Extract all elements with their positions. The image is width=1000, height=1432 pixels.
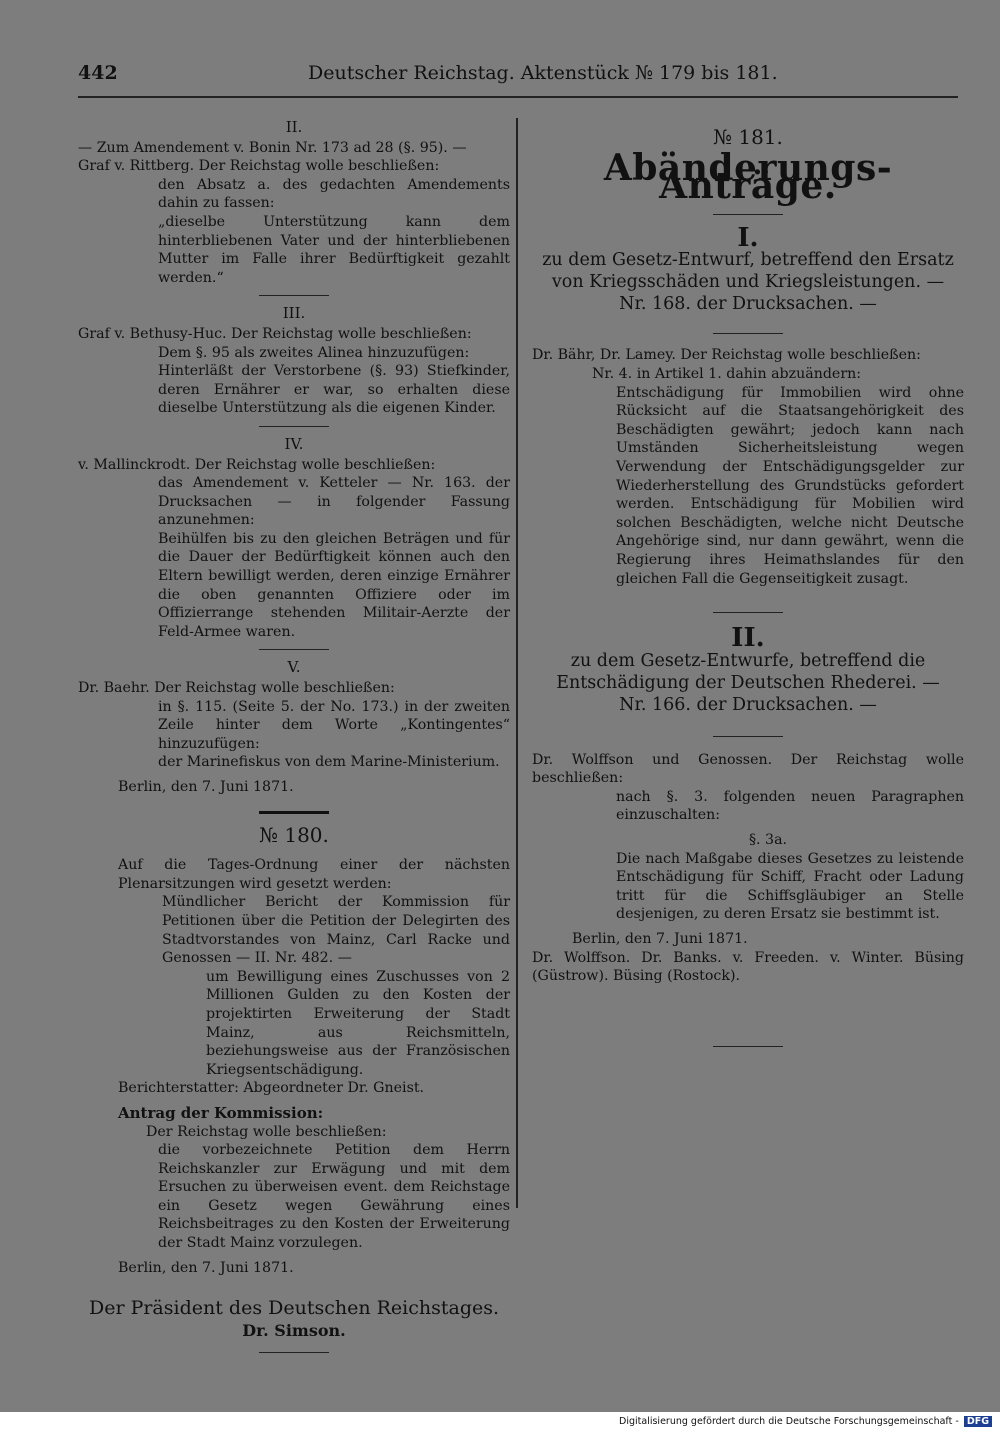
text-line: Auf die Tages-Ordnung einer der nächsten Plenarsitzungen wird gesetzt werden: [118,857,510,892]
text-line: in §. 115. (Seite 5. der No. 173.) in der zweiten Zeile hinter dem Worte „Kontingentes“ hinzuzufügen: [158,698,510,752]
header-rule [78,96,958,98]
text-line: Hinterläßt der Verstorbene (§. 93) Stiefkinder, deren Ernährer er war, so erhalten diese dieselbe Unterstützung als die eigenen Kinder. [158,363,510,417]
section-number: II. [285,118,303,136]
text-line: Dr. Bähr, Dr. Lamey. Der Reichstag wolle beschließen: [532,347,921,364]
text-line: Nr. 4. in Artikel 1. dahin abzuändern: [592,365,862,382]
text-line: Beihülfen bis zu den gleichen Beträgen und für die Dauer der Bedürftigkeit können auch den Eltern bewilligt werden, deren einzige Ernährer die oben genannten Offiziere oder im Offizierrange stehenden Militair-Aerzte der Feld-Armee waren. [158,530,510,640]
text-line: Graf v. Rittberg. Der Reichstag wolle beschließen: [78,158,440,175]
text-line: — Zum Amendement v. Bonin Nr. 173 ad 28 (§. 95). — [78,139,467,156]
report-title: Mündlicher Bericht der Kommission für Petitionen über die Petition der Delegirten des Stadtvorstandes von Mainz, Carl Racke und Genossen — II. Nr. 482. — [162,894,510,967]
divider [713,214,783,215]
text-line: um Bewilligung eines Zuschusses von 2 Millionen Gulden zu den Kosten der projektirten Erweiterung der Stadt Mainz, aus Reichsmitteln, beziehungsweise aus der Französischen Kriegsentschädigung. [206,968,510,1078]
left-column [78,112,510,1361]
divider [713,736,783,737]
divider [259,295,329,296]
text-line: den Absatz a. des gedachten Amendements dahin zu fassen: [158,176,510,212]
text-line: das Amendement v. Ketteler — Nr. 163. der Drucksachen — in folgender Fassung anzunehmen: [158,475,510,529]
divider [713,333,783,334]
footer-text: Digitalisierung gefördert durch die Deutsche Forschungsgemeinschaft - [619,1416,959,1427]
section-number: III. [282,304,306,323]
text-line: Graf v. Bethusy-Huc. Der Reichstag wolle beschließen: [78,325,472,342]
main-title: Abänderungs-Anträge. [603,146,893,208]
section-number: I. [737,222,759,253]
text-line: Entschädigung für Immobilien wird ohne Rücksicht auf die Staatsangehörigkeit des Beschädigten gewährt; jedoch kann nach Umständen Sicherheitsleistung wegen Verwendung der Entschädigungsgelder zur Wiederherstellung des Grundstücks gefordert werden. Entschädigung für Mobilien wird solchen Beschädigten, welche nicht Deutsche Angehörige sind, nur dann gewährt, wenn die Regierung ihres Heimathslandes für den gleichen Fall die Gegenseitigkeit zusagt. [616,384,964,587]
document-number: № 180. [259,822,329,847]
section-subtitle: zu dem Gesetz-Entwurfe, betreffend die Entschädigung der Deutschen Rhederei. — Nr. 166. der Drucksachen. — [556,650,940,715]
date-line: Berlin, den 7. Juni 1871. [572,931,748,948]
text-line: Berichterstatter: Abgeordneter Dr. Gneist. [118,1080,425,1097]
section-number: II. [731,623,765,654]
divider [259,426,329,427]
text-line: Dr. Baehr. Der Reichstag wolle beschließen: [78,680,395,697]
text-line: der Marinefiskus von dem Marine-Ministerium. [158,754,500,771]
text-line: die vorbezeichnete Petition dem Herrn Reichskanzler zur Erwägung und mit dem Ersuchen zu überweisen event. dem Reichstage ein Gesetz wegen Gewährung eines Reichsbeitrages zu den Kosten der Erweiterung der Stadt Mainz vorzulegen. [158,1142,510,1252]
paragraph-number: §. 3a. [748,832,788,849]
signers-line: Dr. Wolffson. Dr. Banks. v. Freeden. v. Winter. Büsing (Güstrow). Büsing (Rostock). [532,949,964,985]
thick-divider [259,811,329,814]
dfg-logo: DFG [964,1416,992,1427]
quoted-text: „dieselbe Unterstützung kann dem hinterbliebenen Vater und der hinterbliebenen Mutter im Falle ihrer Bedürftigkeit gezahlt werden.“ [158,213,510,286]
divider [713,1046,783,1047]
section-subtitle: zu dem Gesetz-Entwurf, betreffend den Ersatz von Kriegsschäden und Kriegsleistungen. — Nr. 168. der Drucksachen. — [542,250,954,315]
text-line: Der Reichstag wolle beschließen: [146,1123,387,1140]
section-number: V. [287,658,301,677]
date-line: Berlin, den 7. Juni 1871. [118,1259,294,1276]
section-number: IV. [284,434,304,453]
text-line: Dr. Wolffson und Genossen. Der Reichstag wolle beschließen: [532,751,964,787]
date-line: Berlin, den 7. Juni 1871. [118,779,294,795]
text-line: nach §. 3. folgenden neuen Paragraphen einzuschalten: [616,788,964,824]
signature-name: Dr. Simson. [242,1320,346,1340]
header-title: Deutscher Reichstag. Aktenstück № 179 bis 181. [308,62,778,84]
divider [259,649,329,650]
divider [713,612,783,613]
text-line: Dem §. 95 als zweites Alinea hinzuzufügen: [158,344,470,361]
text-line: Die nach Maßgabe dieses Gesetzes zu leistende Entschädigung für Schiff, Fracht oder Ladung tritt für die Schiffsgläubiger an Stelle desjenigen, zu deren Ersatz sie bestimmt ist. [616,850,964,923]
text-line: v. Mallinckrodt. Der Reichstag wolle beschließen: [78,456,436,473]
page-header [78,62,928,90]
document-number: № 181. [713,125,783,149]
divider [259,1352,329,1353]
page-number: 442 [78,62,118,84]
president-title: Der Präsident des Deutschen Reichstages. [88,1297,500,1320]
column-divider [516,118,518,1208]
footer [619,1416,992,1427]
right-column [532,124,964,1055]
motion-title: Antrag der Kommission: [118,1103,324,1122]
